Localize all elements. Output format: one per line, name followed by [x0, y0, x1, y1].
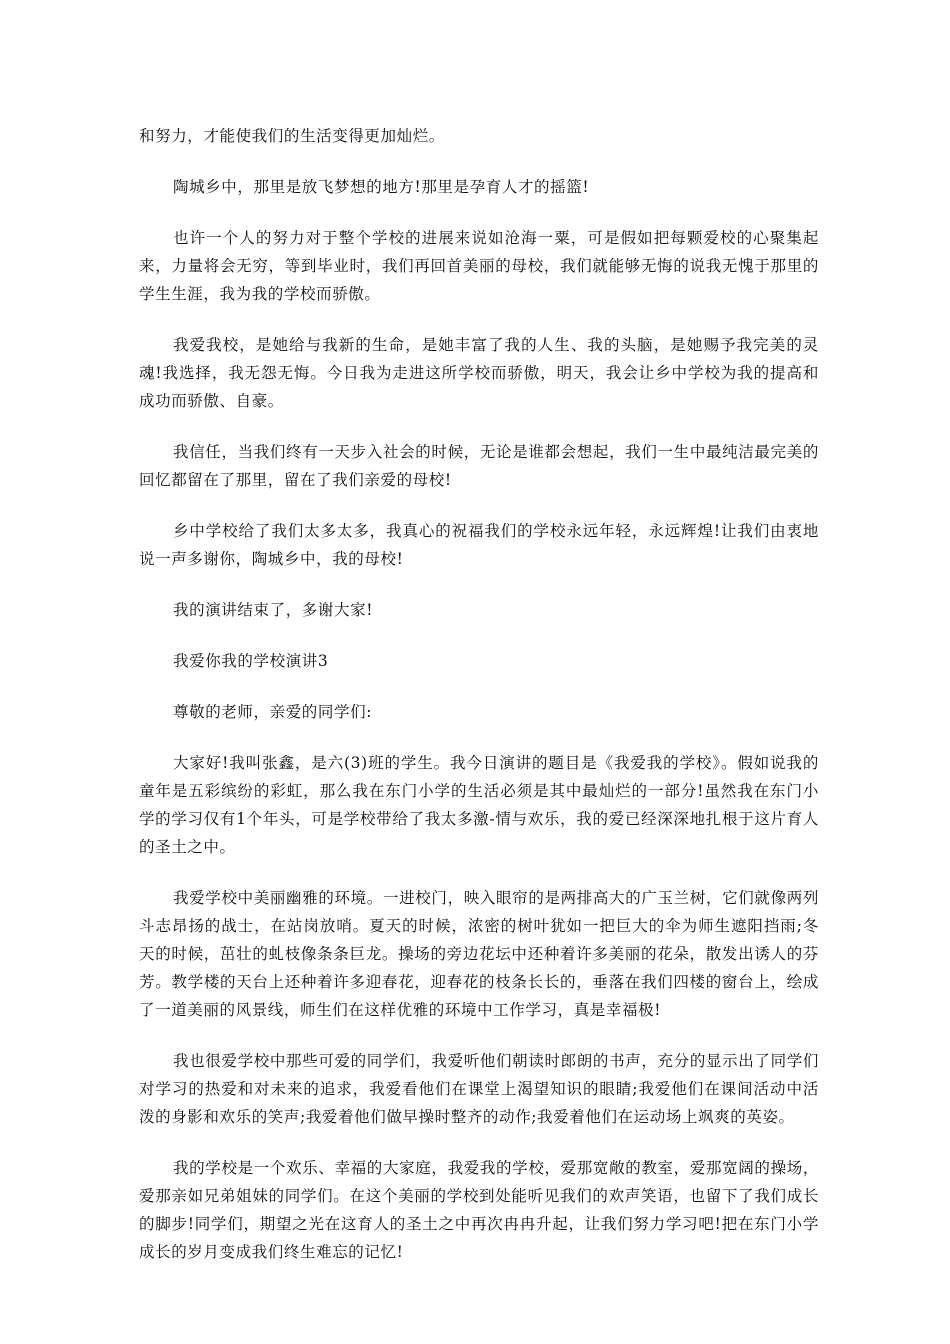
- paragraph: 也许一个人的努力对于整个学校的进展来说如沧海一粟，可是假如把每颗爱校的心聚集起来，力量将会无穷，等到毕业时，我们再回首美丽的母校，我们就能够无悔的说我无愧于那里的学生生涯，我为我的学校而骄傲。: [139, 229, 819, 303]
- paragraph: 大家好!我叫张鑫，是六(3)班的学生。我今日演讲的题目是《我爱我的学校》。假如说我的童年是五彩缤纷的彩虹，那么我在东门小学的生活必须是其中最灿烂的一部分!虽然我在东门小学的学习仅有1个年头，可是学校带给了我太多激-情与欢乐，我的爱已经深深地扎根于这片育人的圣土之中。: [139, 754, 819, 856]
- paragraph: 我也很爱学校中那些可爱的同学们，我爱听他们朝读时郎朗的书声，充分的显示出了同学们对学习的热爱和对未来的追求，我爱看他们在课堂上渴望知识的眼睛;我爱他们在课间活动中活泼的身影和欢乐的笑声;我爱着他们做早操时整齐的动作;我爱着他们在运动场上飒爽的英姿。: [139, 1052, 819, 1126]
- paragraph: 我的学校是一个欢乐、幸福的大家庭，我爱我的学校，爱那宽敞的教室，爱那宽阔的操场，爱那亲如兄弟姐妹的同学们。在这个美丽的学校到处能听见我们的欢声笑语，也留下了我们成长的脚步!同学们，期望之光在这育人的圣土之中再次冉冉升起，让我们努力学习吧!把在东门小学成长的岁月变成我们终生难忘的记忆!: [139, 1159, 819, 1261]
- paragraph: 和努力，才能使我们的生活变得更加灿烂。: [139, 127, 445, 145]
- section-title: 我爱你我的学校演讲3: [173, 652, 329, 670]
- closing-line: 我的演讲结束了，多谢大家!: [173, 601, 374, 619]
- document-page: [139, 122, 819, 1266]
- paragraph: 我爱学校中美丽幽雅的环境。一进校门，映入眼帘的是两排高大的广玉兰树，它们就像两列斗志昂扬的战士，在站岗放哨。夏天的时候，浓密的树叶犹如一把巨大的伞为师生遮阳挡雨;冬天的时候，茁壮的虬枝像条条巨龙。操场的旁边花坛中还种着许多美丽的花朵，散发出诱人的芬芳。教学楼的天台上还种着许多迎春花，迎春花的枝条长长的，垂落在我们四楼的窗台上，绘成了一道美丽的风景线，师生们在这样优雅的环境中工作学习，真是幸福极!: [139, 889, 819, 1019]
- paragraph: 我爱我校，是她给与我新的生命，是她丰富了我的人生、我的头脑，是她赐予我完美的灵魂!我选择，我无怨无悔。今日我为走进这所学校而骄傲，明天，我会让乡中学校为我的提高和成功而骄傲、自豪。: [139, 336, 819, 410]
- paragraph: 陶城乡中，那里是放飞梦想的地方!那里是孕育人才的摇篮!: [173, 178, 590, 196]
- salutation: 尊敬的老师，亲爱的同学们:: [173, 703, 373, 721]
- paragraph: 乡中学校给了我们太多太多，我真心的祝福我们的学校永远年轻，永远辉煌!让我们由衷地说一声多谢你，陶城乡中，我的母校!: [139, 522, 819, 568]
- paragraph: 我信任，当我们终有一天步入社会的时候，无论是谁都会想起，我们一生中最纯洁最完美的回忆都留在了那里，留在了我们亲爱的母校!: [139, 443, 819, 489]
